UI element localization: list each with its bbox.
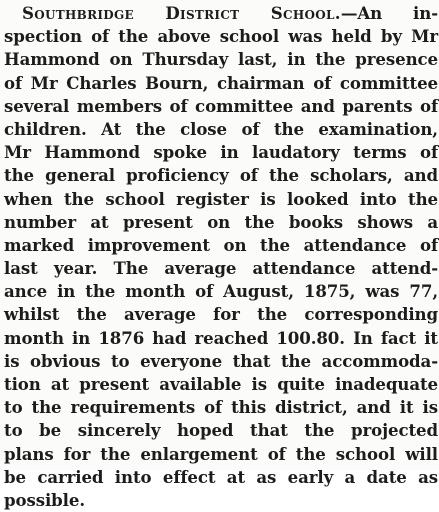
article-line-7: Mr Hammond spoke in laudatory terms of (4, 142, 438, 163)
article-line-13: ance in the month of August, 1875, was 77, (4, 281, 438, 302)
article-line-1 (4, 2, 438, 25)
article-line-21: be carried into effect at as early a date as (4, 466, 438, 487)
article-line-22: possible. (4, 489, 85, 510)
article-line-10: number at present on the books shows a (4, 211, 438, 232)
article-line-3: Hammond on Thursday last, in the presence (4, 49, 438, 70)
article-line-18: to the requirements of this district, and it is (4, 397, 438, 418)
article-line-16: is obvious to everyone that the accommoda- (4, 350, 438, 371)
article-line-14: whilst the average for the corresponding (4, 304, 438, 325)
article-line-17: tion at present available is quite inadequate (4, 374, 438, 394)
article-line-4: of Mr Charles Bourn, chairman of committee (4, 72, 438, 93)
article-line-1-text: —An in- (340, 3, 438, 23)
article-heading: Southbridge District School. (22, 3, 341, 23)
article-line-19: to be sincerely hoped that the projected (4, 420, 438, 441)
article-line-12: last year. The average attendance attend- (4, 258, 438, 279)
article-line-11: marked improvement on the attendance of (4, 234, 438, 255)
article-line-9: when the school register is looked into the (4, 188, 438, 209)
article-line-5: several members of committee and parents of (4, 95, 438, 116)
article-line-20: plans for the enlargement of the school will (4, 443, 438, 464)
article-column (4, 2, 438, 512)
article-line-15: month in 1876 had reached 100.80. In fact it (4, 327, 438, 348)
article-line-6: children. At the close of the examination, (4, 118, 438, 139)
article-line-8: the general proficiency of the scholars, and (4, 165, 438, 186)
article-line-2: spection of the above school was held by Mr (4, 26, 438, 47)
